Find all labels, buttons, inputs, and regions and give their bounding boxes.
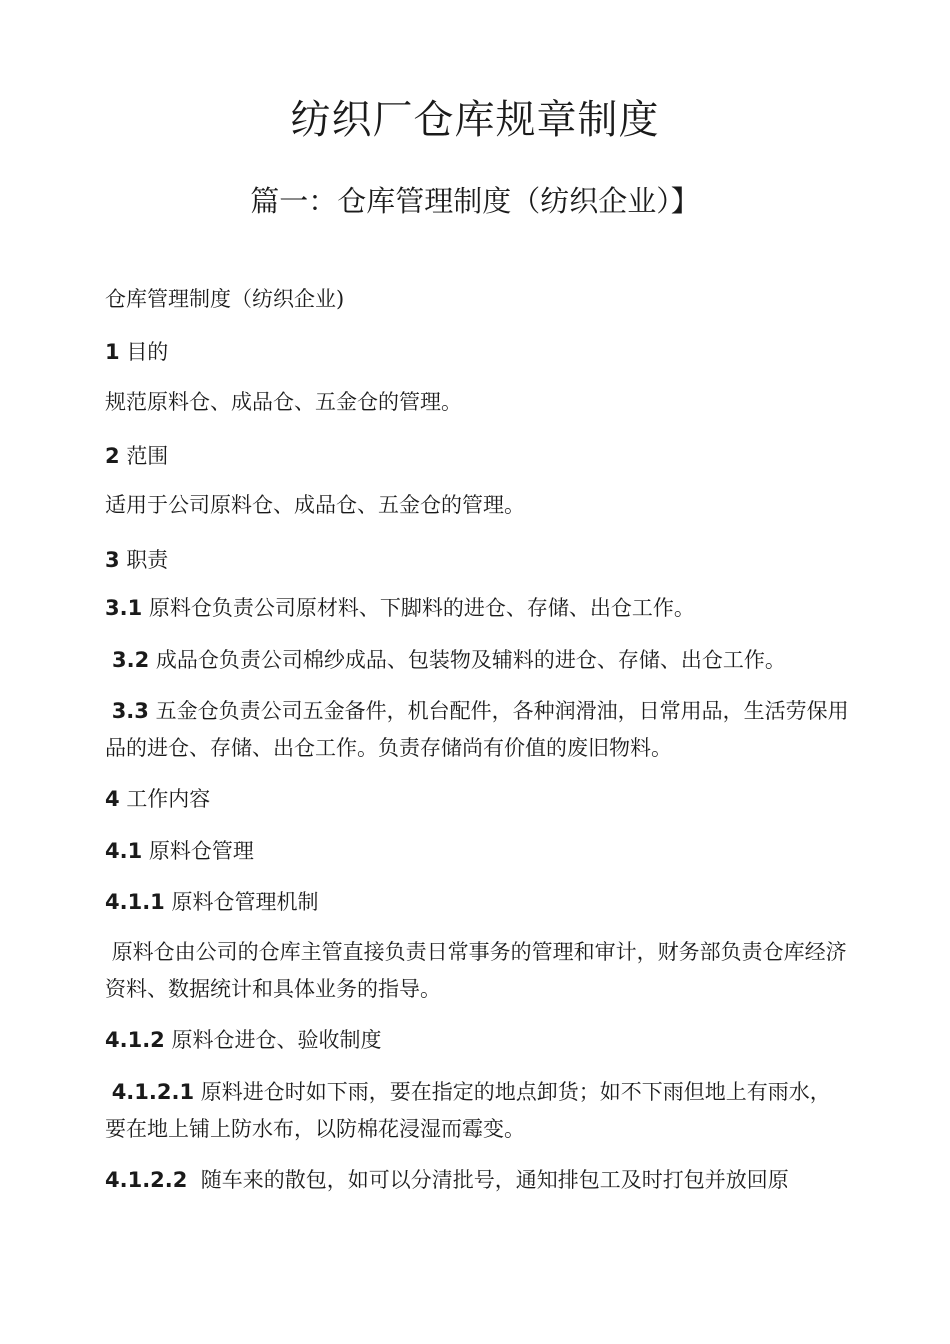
section-heading-2 — [105, 439, 850, 473]
section-heading-4-1-2 — [105, 1023, 850, 1057]
paragraph-text: 规范原料仓、成品仓、五金仓的管理。 — [105, 390, 462, 414]
paragraph — [105, 385, 850, 419]
section-number: 4.1.2 — [105, 1028, 165, 1052]
section-title: 目的 — [126, 340, 169, 364]
paragraph — [105, 934, 850, 1008]
clause-4-1-2-1 — [105, 1074, 850, 1148]
section-number: 4.1.1 — [105, 890, 165, 914]
section-number: 3 — [105, 548, 120, 572]
paragraph-heading — [105, 282, 850, 316]
section-number: 4.1 — [105, 839, 143, 863]
paragraph-text: 适用于公司原料仓、成品仓、五金仓的管理。 — [105, 493, 525, 517]
paragraph-text: 仓库管理制度（纺织企业) — [105, 287, 345, 311]
clause-4-1-2-2 — [105, 1163, 850, 1197]
clause-text: 原料进仓时如下雨，要在指定的地点卸货；如不下雨但地上有雨水，要在地上铺上防水布，以防棉花浸湿而霉变。 — [105, 1080, 831, 1141]
section-title: 职责 — [126, 548, 169, 572]
clause-3-2 — [112, 643, 857, 677]
paragraph-text: 原料仓由公司的仓库主管直接负责日常事务的管理和审计，财务部负责仓库经济资料、数据统计和具体业务的指导。 — [105, 940, 847, 1001]
section-heading-1 — [105, 335, 850, 369]
clause-3-3 — [105, 693, 850, 767]
section-title: 原料仓进仓、验收制度 — [171, 1028, 382, 1052]
clause-number: 4.1.2.1 — [111, 1080, 195, 1104]
document-title: 纺织厂仓库规章制度 — [290, 97, 660, 143]
section-title: 原料仓管理机制 — [171, 890, 319, 914]
clause-3-1 — [105, 591, 850, 625]
section-title: 范围 — [126, 444, 169, 468]
section-heading-4 — [105, 782, 850, 816]
section-number: 2 — [105, 444, 120, 468]
section-heading-4-1-1 — [105, 885, 850, 919]
clause-text: 五金仓负责公司五金备件，机台配件，各种润滑油，日常用品，生活劳保用品的进仓、存储、出仓工作。负责存储尚有价值的废旧物料。 — [105, 699, 849, 760]
clause-number: 3.3 — [111, 699, 149, 723]
section-heading-4-1 — [105, 834, 850, 868]
section-heading-3 — [105, 543, 850, 577]
section-number: 4 — [105, 787, 120, 811]
section-title: 工作内容 — [126, 787, 211, 811]
section-number: 1 — [105, 340, 120, 364]
clause-text: 成品仓负责公司棉纱成品、包装物及辅料的进仓、存储、出仓工作。 — [155, 648, 786, 672]
clause-text: 随车来的散包，如可以分清批号，通知排包工及时打包并放回原 — [200, 1168, 789, 1192]
clause-number: 4.1.2.2 — [105, 1168, 188, 1192]
section-title: 原料仓管理 — [148, 839, 254, 863]
clause-text: 原料仓负责公司原材料、下脚料的进仓、存储、出仓工作。 — [148, 596, 695, 620]
clause-number: 3.2 — [112, 648, 150, 672]
clause-number: 3.1 — [105, 596, 143, 620]
paragraph — [105, 488, 850, 522]
document-subtitle: 篇一：仓库管理制度（纺织企业）】 — [250, 184, 700, 218]
